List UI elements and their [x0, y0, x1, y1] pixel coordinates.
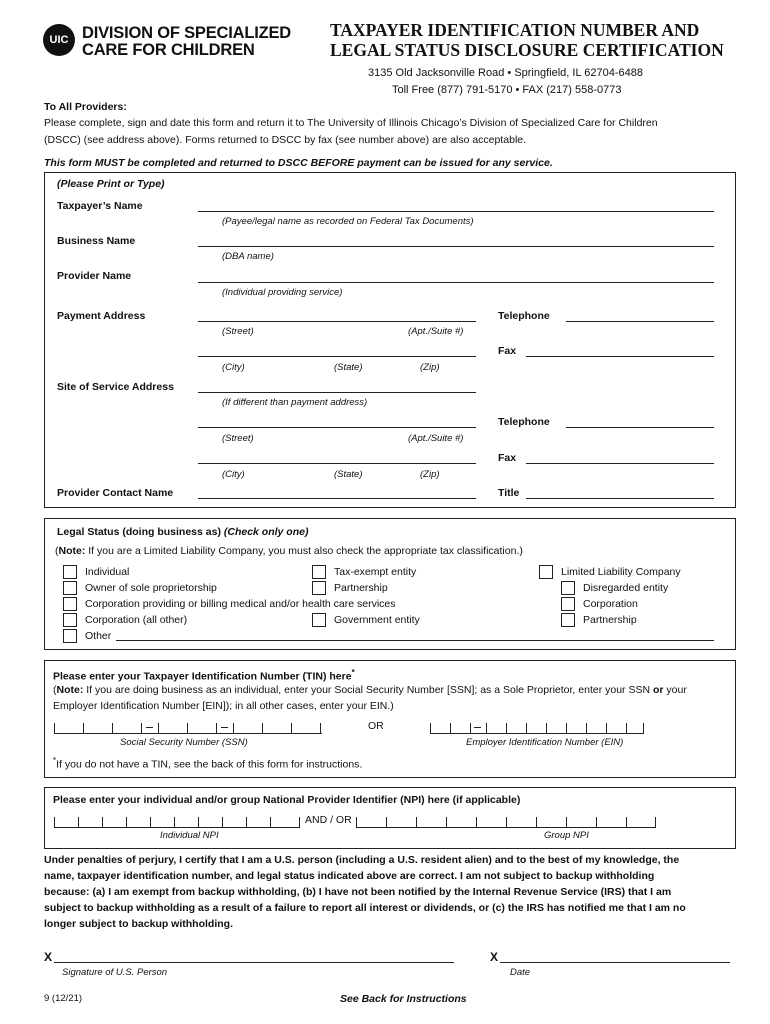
- taxpayer-name-field[interactable]: [198, 211, 714, 212]
- signature-field[interactable]: [54, 962, 454, 963]
- title-field[interactable]: [526, 498, 714, 499]
- ssn-caption: Social Security Number (SSN): [120, 737, 248, 748]
- ein-caption: Employer Identification Number (EIN): [466, 737, 624, 748]
- checkbox-sole-proprietorship[interactable]: [63, 581, 77, 595]
- llc-note-text: If you are a Limited Liability Company, you must also check the appropriate tax classification.): [85, 545, 523, 557]
- checkbox-individual[interactable]: [63, 565, 77, 579]
- provider-name-caption: (Individual providing service): [222, 287, 343, 298]
- checkbox-llc-disregarded[interactable]: [561, 581, 575, 595]
- payment-zip-caption: (Zip): [420, 362, 440, 373]
- signature-caption: Signature of U.S. Person: [62, 967, 168, 978]
- certification-line3: because: (a) I am exempt from backup withholding, (b) I have not been notified by the Internal Revenue Service (IRS) that I am: [44, 886, 672, 898]
- payment-fax-field[interactable]: [526, 356, 714, 357]
- provider-name-label: Provider Name: [57, 270, 132, 282]
- payment-telephone-field[interactable]: [566, 321, 714, 322]
- tin-or: OR: [368, 720, 384, 732]
- site-telephone-label: Telephone: [498, 416, 550, 428]
- checkbox-corporation-other[interactable]: [63, 613, 77, 627]
- checkbox-llc-corporation[interactable]: [561, 597, 575, 611]
- checkbox-partnership[interactable]: [312, 581, 326, 595]
- site-street-field[interactable]: [198, 427, 476, 428]
- site-address-label: Site of Service Address: [57, 381, 174, 393]
- label-corporation-other: Corporation (all other): [85, 614, 188, 626]
- payment-state-caption: (State): [334, 362, 363, 373]
- tin-heading: Please enter your Taxpayer Identification Number (TIN) here*: [53, 668, 355, 683]
- legal-status-heading: [57, 526, 308, 538]
- individual-npi-caption: Individual NPI: [160, 830, 219, 841]
- dscc-phones: Toll Free (877) 791-5170 • FAX (217) 558-0773: [392, 84, 622, 96]
- form-number: 9 (12/21): [44, 993, 83, 1004]
- certification-line2: name, taxpayer identification number, and legal status indicated above are correct. I am not subject to backup withholding: [44, 870, 655, 882]
- provider-name-field[interactable]: [198, 282, 714, 283]
- intro-line1: Please complete, sign and date this form and return it to The University of Illinois Chicago’s Division of Specialized Care for Children: [44, 117, 658, 129]
- label-government: Government entity: [334, 614, 420, 626]
- individual-npi-field[interactable]: [54, 815, 300, 828]
- certification-line1: Under penalties of perjury, I certify that I am a U.S. person (including a U.S. resident alien) and to the best of my knowledge, the: [44, 854, 680, 866]
- site-address-caption: (If different than payment address): [222, 397, 368, 408]
- group-npi-caption: Group NPI: [544, 830, 589, 841]
- label-llc-partnership: Partnership: [583, 614, 637, 626]
- payment-address-label: Payment Address: [57, 310, 146, 322]
- site-city-caption: (City): [222, 469, 245, 480]
- uic-logo: [43, 24, 75, 56]
- payment-fax-label: Fax: [498, 345, 517, 357]
- tin-asterisk: *: [351, 668, 355, 677]
- payment-city-caption: (City): [222, 362, 245, 373]
- checkbox-tax-exempt[interactable]: [312, 565, 326, 579]
- site-telephone-field[interactable]: [566, 427, 714, 428]
- checkbox-llc-partnership[interactable]: [561, 613, 575, 627]
- business-name-caption: (DBA name): [222, 251, 274, 262]
- form-title-line1: TAXPAYER IDENTIFICATION NUMBER AND: [330, 20, 700, 40]
- dscc-address: 3135 Old Jacksonville Road • Springfield, IL 62704-6488: [368, 67, 643, 79]
- certification-line5: longer subject to backup withholding.: [44, 918, 233, 930]
- note-label: Note:: [58, 545, 86, 557]
- legal-status-note: (Note: If you are a Limited Liability Company, you must also check the appropriate tax classification.): [55, 545, 523, 557]
- npi-and-or: AND / OR: [305, 814, 352, 826]
- site-zip-caption: (Zip): [420, 469, 440, 480]
- payment-telephone-label: Telephone: [498, 310, 550, 322]
- label-partnership: Partnership: [334, 582, 388, 594]
- site-address-field[interactable]: [198, 392, 476, 393]
- site-city-field[interactable]: [198, 463, 476, 464]
- payment-apt-caption: (Apt./Suite #): [408, 326, 464, 337]
- date-x: X: [490, 950, 499, 964]
- logo-text: UIC: [49, 34, 69, 46]
- business-name-label: Business Name: [57, 235, 136, 247]
- other-specify-field[interactable]: [116, 640, 714, 641]
- ssn-field[interactable]: [54, 721, 322, 734]
- date-field[interactable]: [500, 962, 730, 963]
- contact-name-label: Provider Contact Name: [57, 487, 174, 499]
- checkbox-corporation-medical[interactable]: [63, 597, 77, 611]
- tin-footnote: *If you do not have a TIN, see the back of this form for instructions.: [53, 756, 363, 771]
- print-note: (Please Print or Type): [57, 178, 165, 190]
- intro-line2: (DSCC) (see address above). Forms returned to DSCC by fax (see number above) are also acceptable.: [44, 134, 527, 146]
- payment-city-field[interactable]: [198, 356, 476, 357]
- business-name-field[interactable]: [198, 246, 714, 247]
- site-fax-field[interactable]: [526, 463, 714, 464]
- see-back-instructions: See Back for Instructions: [340, 993, 467, 1005]
- intro-heading: To All Providers:: [44, 101, 127, 113]
- check-only-one: (Check only one): [223, 526, 309, 538]
- tin-note-line1: (Note: If you are doing business as an individual, enter your Social Security Number [SSN]; as a Sole Proprietor, enter your SSN or your: [53, 684, 687, 696]
- ein-field[interactable]: [430, 721, 644, 734]
- label-tax-exempt: Tax-exempt entity: [334, 566, 417, 578]
- certification-line4: subject to backup withholding as a result of a failure to report all interest or dividends, or (c) the IRS has notified me that I am no: [44, 902, 686, 914]
- label-other: Other: [85, 630, 112, 642]
- taxpayer-name-caption: (Payee/legal name as recorded on Federal Tax Documents): [222, 216, 474, 227]
- checkbox-government[interactable]: [312, 613, 326, 627]
- site-state-caption: (State): [334, 469, 363, 480]
- legal-status-title: Legal Status (doing business as): [57, 526, 224, 538]
- label-llc-disregarded: Disregarded entity: [583, 582, 669, 594]
- tin-note-line2: Employer Identification Number [EIN]); in all other cases, enter your EIN.): [53, 700, 394, 712]
- contact-name-field[interactable]: [198, 498, 476, 499]
- site-apt-caption: (Apt./Suite #): [408, 433, 464, 444]
- site-street-caption: (Street): [222, 433, 254, 444]
- npi-heading: Please enter your individual and/or group National Provider Identifier (NPI) here (if applicable): [53, 794, 521, 806]
- date-caption: Date: [510, 967, 531, 978]
- label-llc: Limited Liability Company: [561, 566, 681, 578]
- payment-street-caption: (Street): [222, 326, 254, 337]
- title-label: Title: [498, 487, 520, 499]
- org-name-line2: CARE FOR CHILDREN: [82, 41, 255, 59]
- checkbox-llc[interactable]: [539, 565, 553, 579]
- signature-x: X: [44, 950, 53, 964]
- form-title-line2: LEGAL STATUS DISCLOSURE CERTIFICATION: [330, 40, 724, 60]
- label-individual: Individual: [85, 566, 130, 578]
- site-fax-label: Fax: [498, 452, 517, 464]
- payment-street-field[interactable]: [198, 321, 476, 322]
- label-sole-proprietorship: Owner of sole proprietorship: [85, 582, 217, 594]
- taxpayer-name-label: Taxpayer’s Name: [57, 200, 143, 212]
- label-llc-corporation: Corporation: [583, 598, 638, 610]
- org-name-line1: DIVISION OF SPECIALIZED: [82, 24, 292, 42]
- checkbox-other[interactable]: [63, 629, 77, 643]
- payment-notice: This form MUST be completed and returned to DSCC BEFORE payment can be issued for any service.: [44, 157, 553, 169]
- group-npi-field[interactable]: [356, 815, 656, 828]
- label-corporation-medical: Corporation providing or billing medical and/or health care services: [85, 598, 396, 610]
